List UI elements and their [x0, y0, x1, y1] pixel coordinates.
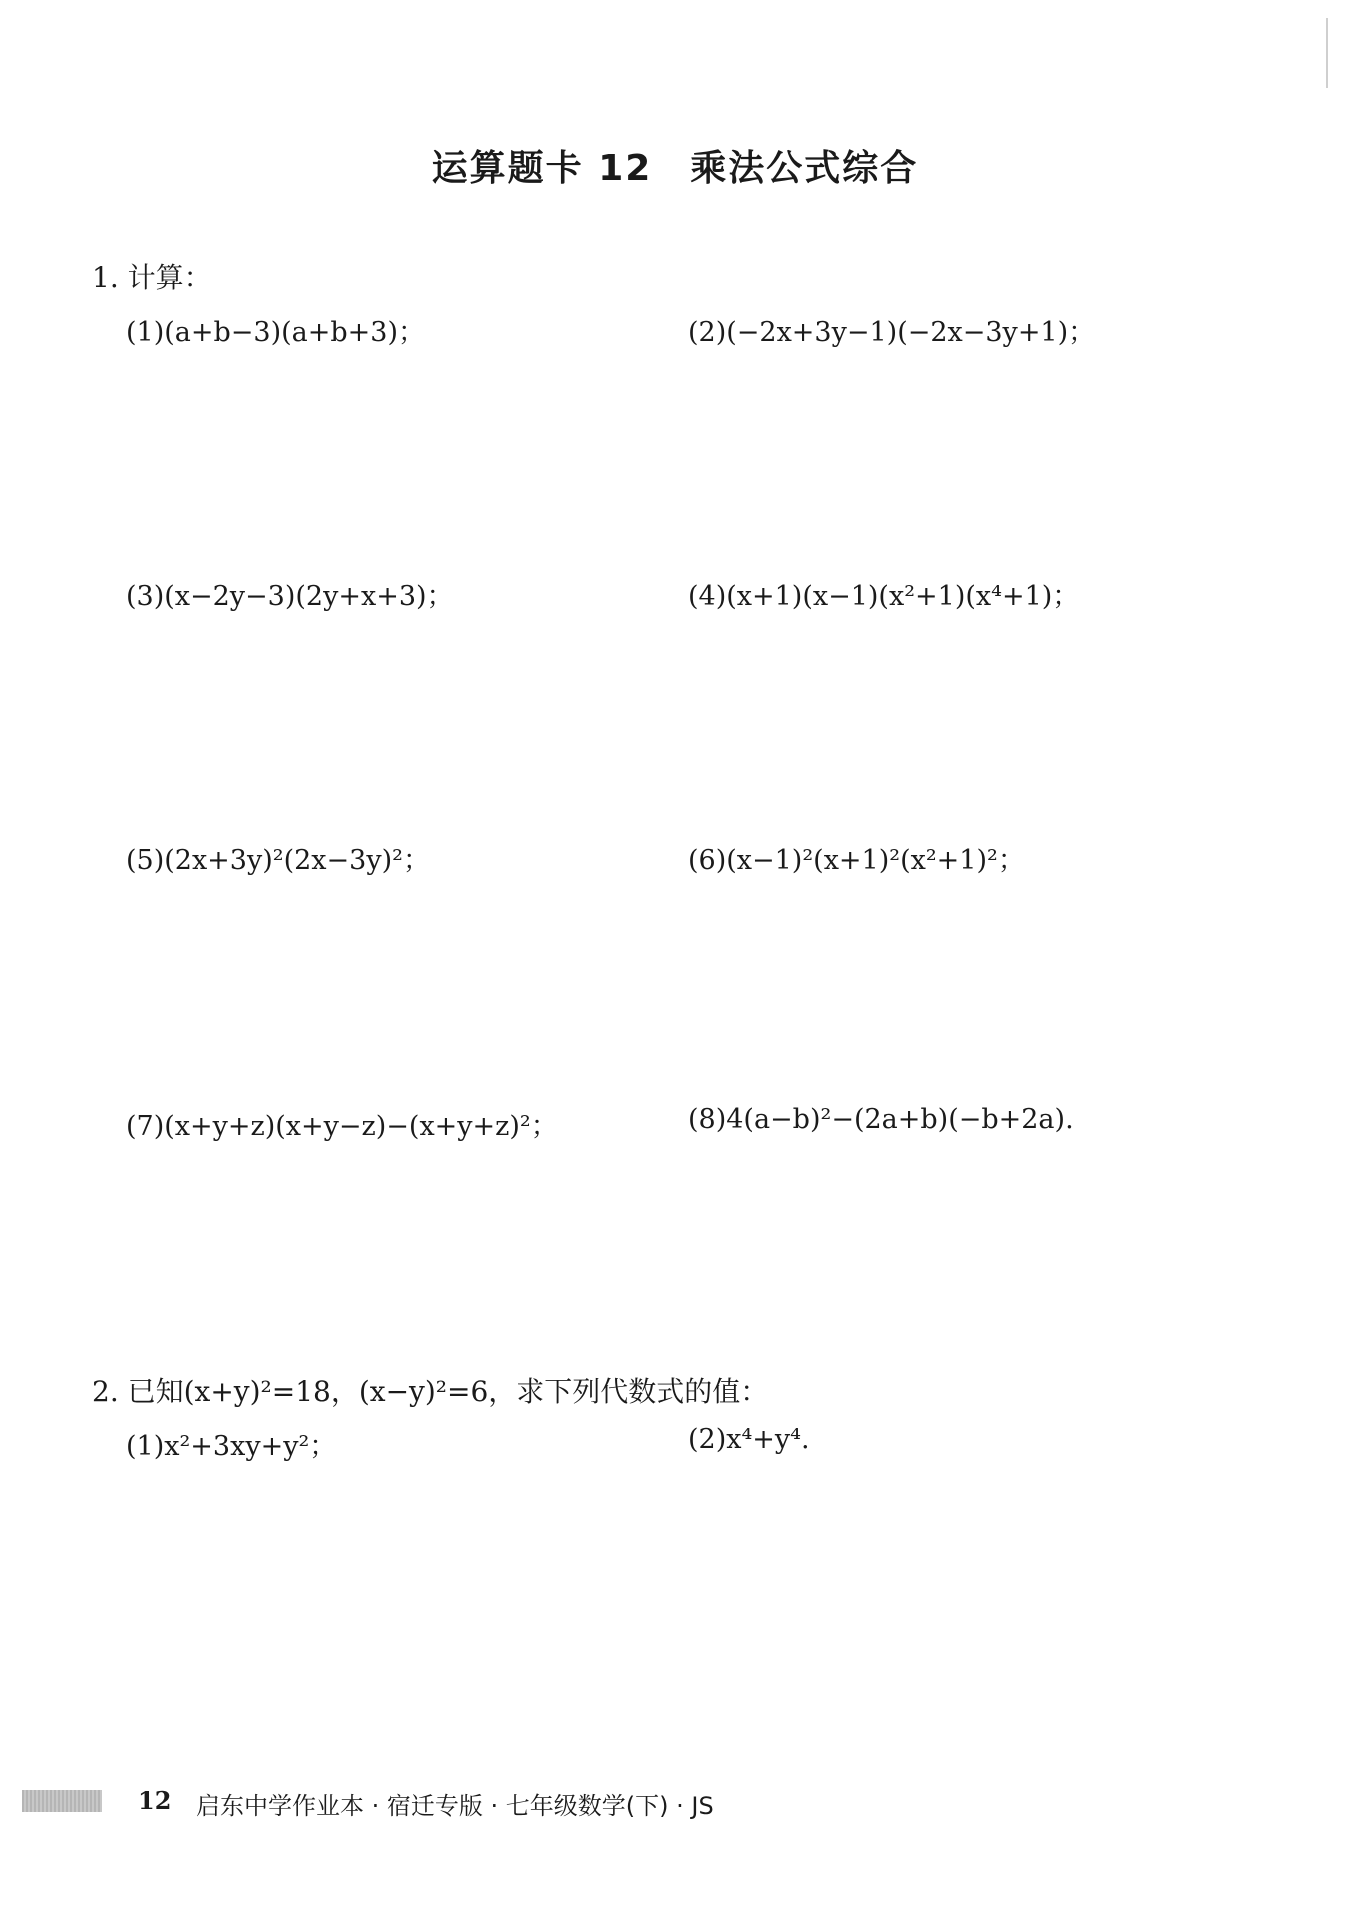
problem-2-2: (2)x⁴+y⁴.: [688, 1424, 810, 1455]
problem-1-5: (5)(2x+3y)²(2x−3y)²；: [126, 845, 430, 876]
footer-gray-bar: [22, 1790, 102, 1812]
problem-1-6: (6)(x−1)²(x+1)²(x²+1)²；: [688, 845, 1025, 876]
page-title: 运算题卡 12 乘法公式综合: [431, 148, 919, 189]
problem-1-2: (2)(−2x+3y−1)(−2x−3y+1)；: [688, 317, 1096, 348]
footer-page-number: 12: [138, 1786, 172, 1815]
problem-2-1: (1)x²+3xy+y²；: [126, 1431, 337, 1462]
problem-1-4: (4)(x+1)(x−1)(x²+1)(x⁴+1)；: [688, 581, 1080, 612]
page-edge-line: [1326, 18, 1328, 88]
question-2-heading: 2. 已知(x+y)²=18，(x−y)²=6，求下列代数式的值：: [92, 1375, 769, 1408]
problem-1-8: (8)4(a−b)²−(2a+b)(−b+2a).: [688, 1104, 1074, 1135]
problem-1-3: (3)(x−2y−3)(2y+x+3)；: [126, 581, 454, 612]
question-1-heading: 1. 计算：: [92, 261, 212, 294]
problem-1-1: (1)(a+b−3)(a+b+3)；: [126, 317, 425, 348]
footer-book-title: 启东中学作业本 · 宿迁专版 · 七年级数学(下) · JS: [196, 1792, 714, 1820]
problem-1-7: (7)(x+y+z)(x+y−z)−(x+y+z)²；: [126, 1111, 558, 1142]
